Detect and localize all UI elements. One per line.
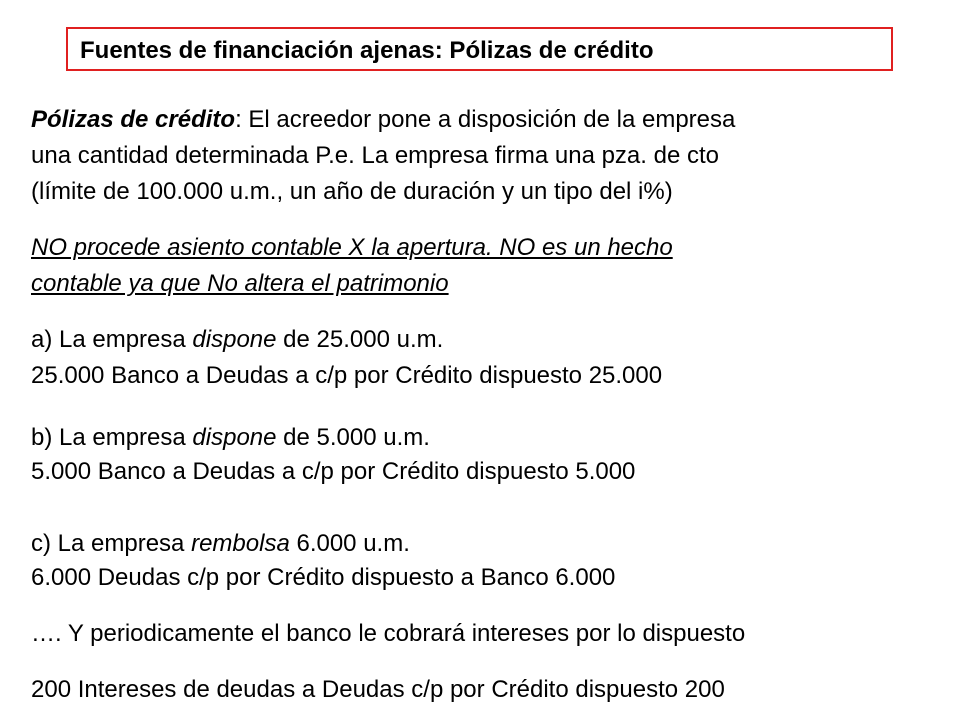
item-b-prefix: b) La empresa — [31, 424, 193, 451]
item-c-description — [31, 530, 410, 558]
item-a-verb: dispone — [192, 326, 277, 353]
item-b-description — [31, 424, 430, 452]
note-line-1: NO procede asiento contable X la apertura. NO es un hecho — [31, 234, 673, 261]
item-c-suffix: 6.000 u.m. — [289, 530, 410, 557]
title-box — [66, 27, 893, 71]
intro-line-3: (límite de 100.000 u.m., un año de duración y un tipo del i%) — [31, 178, 673, 205]
item-a-description — [31, 326, 443, 354]
item-b-suffix: de 5.000 u.m. — [276, 424, 430, 451]
item-a-entry: 25.000 Banco a Deudas a c/p por Crédito dispuesto 25.000 — [31, 362, 663, 389]
slide-title: Fuentes de financiación ajenas: Pólizas de crédito — [80, 37, 654, 64]
item-c-entry: 6.000 Deudas c/p por Crédito dispuesto a Banco 6.000 — [31, 564, 616, 591]
note-line-2: contable ya que No altera el patrimonio — [31, 270, 449, 297]
interest-entry: 200 Intereses de deudas a Deudas c/p por Crédito dispuesto 200 — [31, 676, 725, 703]
intro-term: Pólizas de crédito — [31, 106, 236, 133]
item-a-prefix: a) La empresa — [31, 326, 193, 353]
intro-line-1 — [31, 106, 735, 134]
item-c-prefix: c) La empresa — [31, 530, 192, 557]
intro-line-1-text: : El acreedor pone a disposición de la empresa — [235, 106, 736, 133]
item-b-entry: 5.000 Banco a Deudas a c/p por Crédito dispuesto 5.000 — [31, 458, 636, 485]
item-b-verb: dispone — [192, 424, 277, 451]
item-c-verb: rembolsa — [191, 530, 290, 557]
intro-line-2: una cantidad determinada P.e. La empresa firma una pza. de cto — [31, 142, 719, 169]
interest-line: …. Y periodicamente el banco le cobrará intereses por lo dispuesto — [31, 620, 746, 647]
item-a-suffix: de 25.000 u.m. — [276, 326, 444, 353]
